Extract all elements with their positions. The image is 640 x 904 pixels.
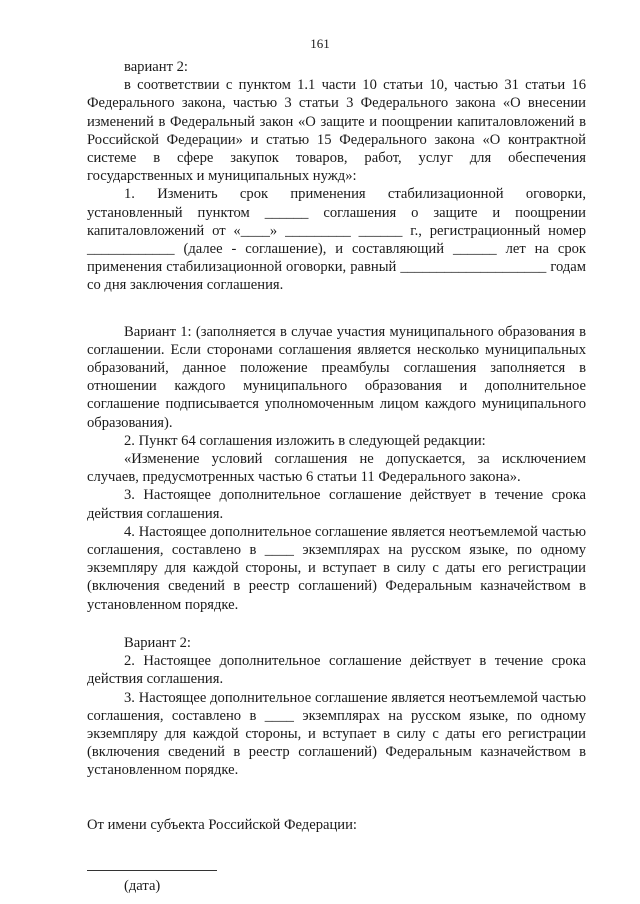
variant2-heading: вариант 2: — [124, 59, 188, 75]
spacer — [87, 780, 586, 816]
variant1-item2-quote: «Изменение условий соглашения не допускается, за исключением случаев, предусмотренных частью 6 статьи 11 Федерального закона». — [87, 451, 586, 486]
variant1-item3: 3. Настоящее дополнительное соглашение действует в течение срока действия соглашения. — [87, 487, 586, 522]
variant1-item4: 4. Настоящее дополнительное соглашение является неотъемлемой частью соглашения, составлено в ____ экземплярах на русском языке, по одному экземпляру для каждой стороны, и вступает в силу с даты его регистрации (включения сведений в реестр соглашений) Федеральным казначейством в установленном порядке. — [87, 523, 586, 613]
page-number: 161 — [310, 36, 330, 51]
signature-line — [87, 870, 217, 871]
document-body — [87, 58, 586, 895]
date-label: (дата) — [124, 877, 161, 894]
variant2b-item2: 2. Настоящее дополнительное соглашение действует в течение срока действия соглашения. — [87, 653, 586, 688]
variant2-intro: в соответствии с пунктом 1.1 части 10 статьи 10, частью 31 статьи 16 Федерального закона, частью 3 статьи 3 Федерального закона «О внесении изменений в Федеральный закон «О защите и поощрении капиталовложений в Российской Федерации» и статью 15 Федерального закона «О контрактной системе в сфере закупок товаров, работ, услуг для обеспечения государственных и муниципальных нужд»: — [87, 77, 586, 185]
variant1-note: Вариант 1: (заполняется в случае участия муниципального образования в соглашении. Если сторонами соглашения является несколько муниципальных образований, данное положение преамбулы соглашения заполняется в отношении каждого муниципального образования и дополнительное соглашение подписывается уполномоченным лицом каждого муниципального образования). — [87, 323, 586, 431]
spacer — [87, 295, 586, 323]
spacer — [87, 614, 586, 634]
variant2b-item3: 3. Настоящее дополнительное соглашение является неотъемлемой частью соглашения, составлено в ____ экземплярах на русском языке, по одному экземпляру для каждой стороны, и вступает в силу с даты его регистрации (включения сведений в реестр соглашений) Федеральным казначейством в установленном порядке. — [87, 689, 586, 779]
signature-heading: От имени субъекта Российской Федерации: — [87, 816, 357, 833]
variant2-item1: 1. Изменить срок применения стабилизационной оговорки, установленный пунктом ______ соглашения о защите и поощрении капиталовложений от «____» _________ ______ г., регистрационный номер ____________ (далее - соглашение), и составляющий ______ лет на срок применения стабилизационной оговорки, равный ____________________ годам со дня заключения соглашения. — [87, 186, 586, 294]
variant2b-heading: Вариант 2: — [124, 634, 191, 651]
variant1-item2: 2. Пункт 64 соглашения изложить в следующей редакции: — [124, 432, 486, 449]
